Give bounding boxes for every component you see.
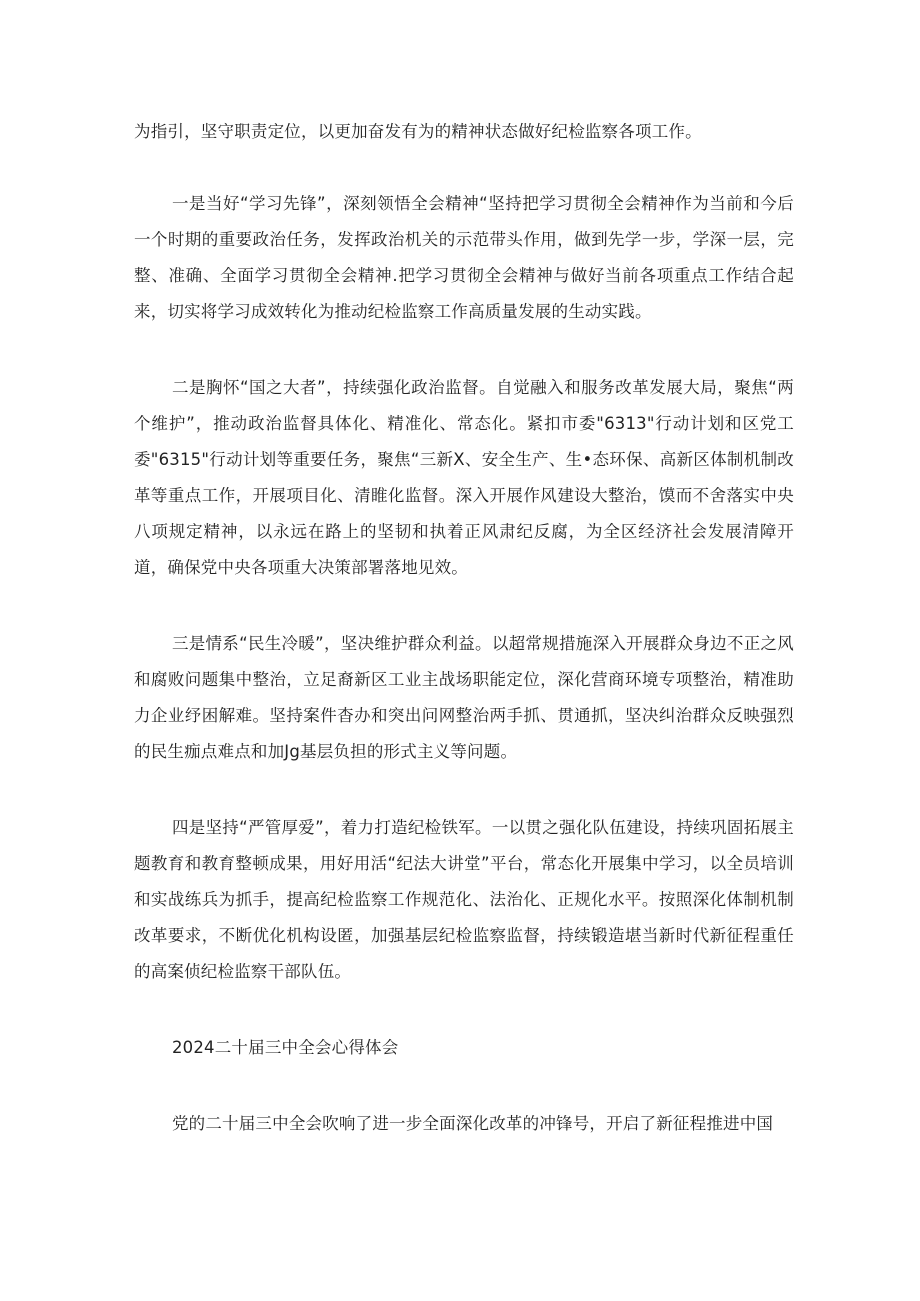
- paragraph-strict-management: 四是坚持“严管厚爱”，着力打造纪检铁军。一以贯之强化队伍建设，持续巩固拓展主题教育和教育整顿成果，用好用活“纪法大讲堂”平台，常态化开展集中学习，以全员培训和实战练兵为抓手，提高纪检监察工作规范化、法治化、正规化水平。按照深化体制机制改革要求，不断优化机构设匿，加强基层纪检监察监督，持续锻造堪当新时代新征程重任的高案侦纪检监察干部队伍。: [134, 818, 794, 981]
- section-heading: 2024二十届三中全会心得体会: [171, 1038, 399, 1057]
- paragraph-continuation: 为指引，坚守职责定位，以更加奋发有为的精神状态做好纪检监察各项工作。: [134, 122, 702, 141]
- paragraph-livelihood: 三是情系“民生冷暖”，坚决维护群众利益。以超常规措施深入开展群众身边不正之风和腐败问题集中整治，立足裔新区工业主战场职能定位，深化营商环境专项整治，精准助力企业纾困解难。坚持案件杳办和突出问网整治两手抓、贯通抓，坚决纠治群众反映强烈的民生痂点难点和加Jg基层负担的形式主义等问题。: [134, 634, 794, 761]
- paragraph-reform-opening: 党的二十届三中全会吹响了进一步全面深化改革的冲锋号，开启了新征程推进中国: [171, 1114, 774, 1133]
- document-body: [134, 114, 794, 1182]
- paragraph-political-supervision: 二是胸怀“国之大者”，持续强化政治监督。自觉融入和服务改革发展大局，聚焦“两个维护”，推动政治监督具体化、精准化、常态化。紧扣市委"6313"行动计划和区党工委"6315"行动计划等重要任务，聚焦“三新X、安全生产、生•态环保、高新区体制机制改革等重点工作，开展项目化、清睢化监督。深入开展作风建设大整治，馍而不舍落实中央八项规定精神，以永远在路上的坚韧和执着正风肃纪反腐，为全区经济社会发展清障开道，确保党中央各项重大决策部署落地见效。: [134, 378, 794, 577]
- paragraph-study-pioneer: 一是当好“学习先锋”，深刻领悟全会精神“坚持把学习贯彻全会精神作为当前和今后一个时期的重要政治任务，发挥政治机关的示范带头作用，做到先学一步，学深一层，完整、准确、全面学习贯彻全会精神.把学习贯彻全会精神与做好当前各项重点工作结合起来，切实将学习成效转化为推动纪检监察工作高质量发展的生动实践。: [134, 194, 794, 321]
